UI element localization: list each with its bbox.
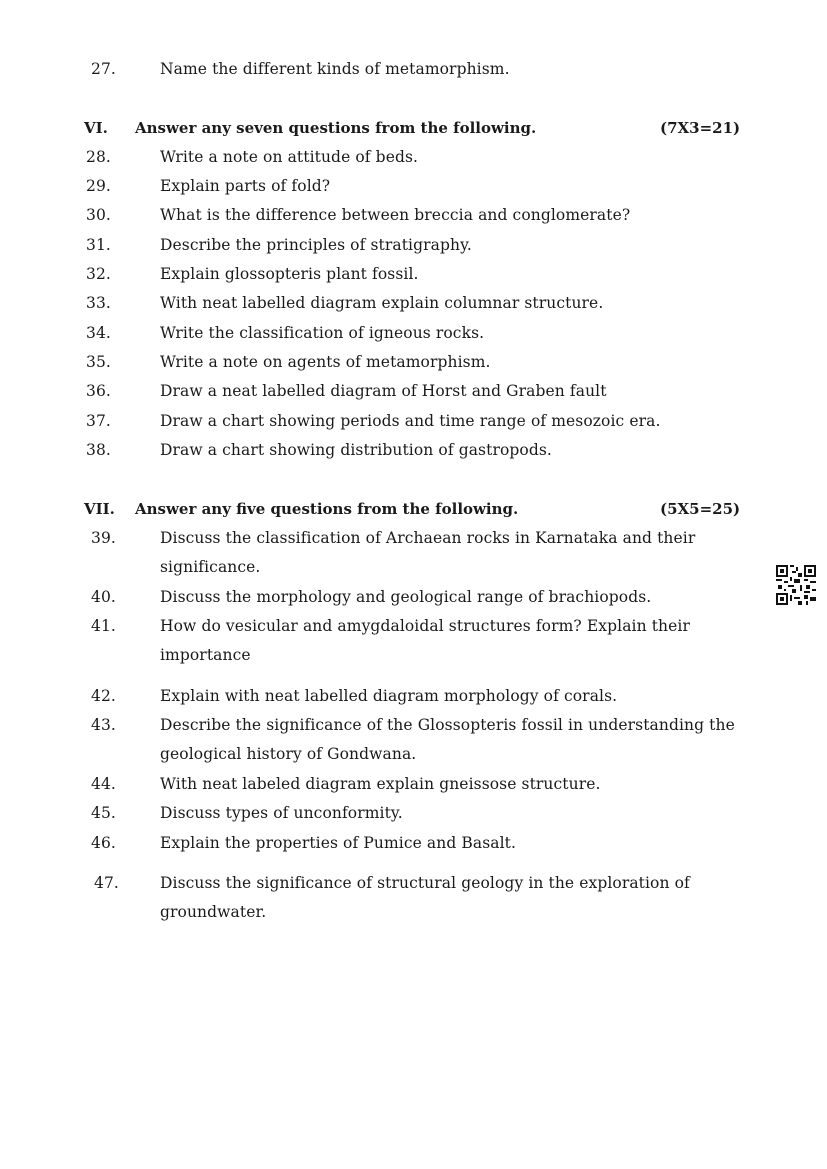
question-number: 27.: [91, 60, 116, 78]
section-number: VI.: [84, 119, 108, 137]
question-text: Explain the properties of Pumice and Basalt.: [160, 834, 517, 852]
question-number: 43.: [91, 716, 116, 734]
question-number: 33.: [86, 294, 111, 312]
question-number: 32.: [86, 265, 111, 283]
question-text: Discuss types of unconformity.: [160, 804, 403, 822]
section-instruction: Answer any five questions from the following.: [135, 500, 519, 518]
question-number: 28.: [86, 148, 111, 166]
question-text: Draw a neat labelled diagram of Horst and Graben fault: [160, 382, 607, 400]
question-text: Draw a chart showing periods and time range of mesozoic era.: [160, 412, 661, 430]
question-number: 45.: [91, 804, 116, 822]
question-number: 34.: [86, 324, 111, 342]
question-text: Name the different kinds of metamorphism.: [160, 60, 510, 78]
question-text: Discuss the morphology and geological range of brachiopods.: [160, 588, 652, 606]
question-number: 37.: [86, 412, 111, 430]
question-text: Explain glossopteris plant fossil.: [160, 265, 419, 283]
question-number: 44.: [91, 775, 116, 793]
question-text: What is the difference between breccia and conglomerate?: [160, 206, 631, 224]
question-number: 39.: [91, 529, 116, 547]
question-number: 46.: [91, 834, 116, 852]
question-text: Write the classification of igneous rocks.: [160, 324, 485, 342]
question-text: Explain with neat labelled diagram morphology of corals.: [160, 687, 618, 705]
question-text: Discuss the significance of structural geology in the exploration of groundwater.: [160, 874, 690, 921]
question-text: How do vesicular and amygdaloidal structures form? Explain their importance: [160, 617, 690, 664]
question-text: Draw a chart showing distribution of gastropods.: [160, 441, 552, 459]
question-text: Describe the significance of the Glossopteris fossil in understanding the geological history of Gondwana.: [160, 716, 735, 763]
question-number: 41.: [91, 617, 116, 635]
section-instruction: Answer any seven questions from the following.: [135, 119, 537, 137]
section-number: VII.: [84, 500, 115, 518]
question-number: 30.: [86, 206, 111, 224]
qr-code-icon: [776, 565, 816, 605]
question-text: Discuss the classification of Archaean rocks in Karnataka and their significance.: [160, 529, 696, 576]
question-text: With neat labeled diagram explain gneissose structure.: [160, 775, 601, 793]
question-number: 29.: [86, 177, 111, 195]
question-text: Write a note on agents of metamorphism.: [160, 353, 491, 371]
question-number: 35.: [86, 353, 111, 371]
section-marks: (7X3=21): [660, 119, 741, 137]
question-text: With neat labelled diagram explain columnar structure.: [160, 294, 604, 312]
question-text: Explain parts of fold?: [160, 177, 331, 195]
question-number: 47.: [94, 874, 119, 892]
question-number: 40.: [91, 588, 116, 606]
question-number: 36.: [86, 382, 111, 400]
question-number: 31.: [86, 236, 111, 254]
section-marks: (5X5=25): [660, 500, 741, 518]
question-text: Describe the principles of stratigraphy.: [160, 236, 472, 254]
question-text: Write a note on attitude of beds.: [160, 148, 419, 166]
question-number: 38.: [86, 441, 111, 459]
question-number: 42.: [91, 687, 116, 705]
